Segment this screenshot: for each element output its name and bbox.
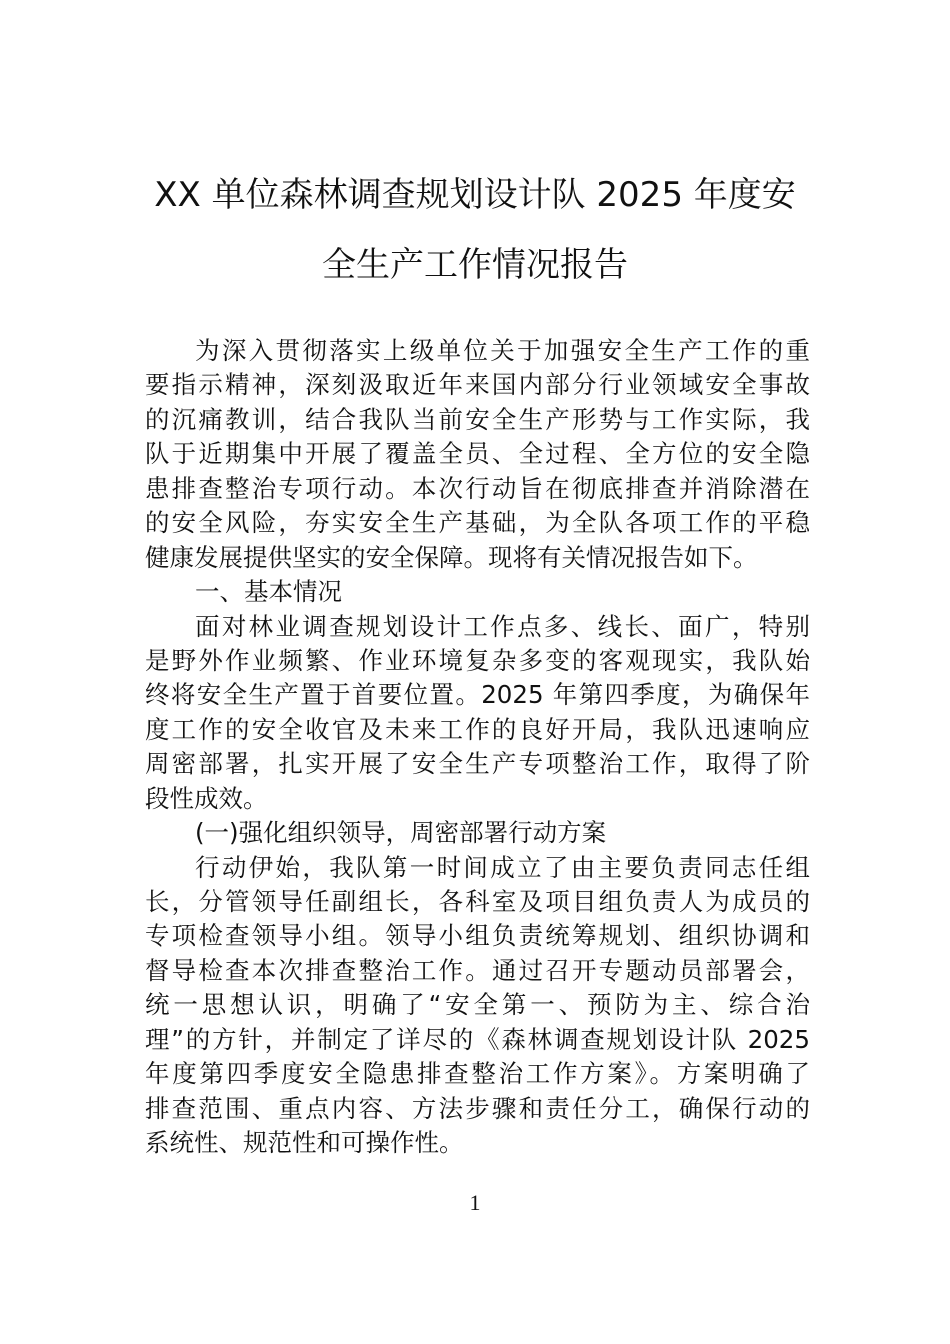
text-line: 队于近期集中开展了覆盖全员、全过程、全方位的安全隐 bbox=[145, 439, 810, 469]
text-line: 专项检查领导小组。领导小组负责统筹规划、组织协调和 bbox=[145, 921, 810, 951]
text-line: 行动伊始，我队第一时间成立了由主要负责同志任组 bbox=[195, 852, 810, 882]
text-line: 统一思想认识，明确了“安全第一、预防为主、综合治 bbox=[145, 990, 810, 1020]
text-line: 终将安全生产置于首要位置。2025 年第四季度，为确保年 bbox=[145, 680, 810, 710]
text-line: 督导检查本次排查整治工作。通过召开专题动员部署会， bbox=[145, 955, 810, 985]
text-line: 为深入贯彻落实上级单位关于加强安全生产工作的重 bbox=[195, 336, 810, 365]
text-line: 健康发展提供坚实的安全保障。现将有关情况报告如下。 bbox=[145, 542, 758, 572]
paragraph-organization-leadership bbox=[145, 851, 810, 1161]
text-line: 理”的方针，并制定了详尽的《森林调查规划设计队 2025 bbox=[145, 1024, 810, 1054]
document-title-line-1: XX 单位森林调查规划设计队 2025 年度安 bbox=[154, 175, 796, 215]
text-line: 排查范围、重点内容、方法步骤和责任分工，确保行动的 bbox=[145, 1093, 810, 1123]
text-line: 长，分管领导任副组长，各科室及项目组负责人为成员的 bbox=[145, 887, 810, 916]
text-line: 段性成效。 bbox=[145, 783, 268, 813]
document-body bbox=[145, 334, 810, 1161]
subsection-heading: (一)强化组织领导，周密部署行动方案 bbox=[195, 818, 607, 848]
text-line: 患排查整治专项行动。本次行动旨在彻底排查并消除潜在 bbox=[145, 473, 810, 503]
text-line: 面对林业调查规划设计工作点多、线长、面广，特别 bbox=[195, 611, 810, 641]
text-line: 的安全风险，夯实安全生产基础，为全队各项工作的平稳 bbox=[145, 508, 810, 538]
document-title-line-2: 全生产工作情况报告 bbox=[322, 245, 628, 285]
text-line: 系统性、规范性和可操作性。 bbox=[145, 1128, 464, 1158]
text-line: 周密部署，扎实开展了安全生产专项整治工作，取得了阶 bbox=[145, 749, 810, 779]
section-heading: 一、基本情况 bbox=[195, 577, 342, 607]
paragraph-basic-situation bbox=[145, 610, 810, 817]
text-line: 的沉痛教训，结合我队当前安全生产形势与工作实际，我 bbox=[145, 404, 810, 434]
paragraph-introduction bbox=[145, 334, 810, 575]
text-line: 度工作的安全收官及未来工作的良好开局，我队迅速响应 bbox=[145, 714, 810, 744]
text-line: 要指示精神，深刻汲取近年来国内部分行业领域安全事故 bbox=[145, 370, 810, 400]
text-line: 年度第四季度安全隐患排查整治工作方案》。方案明确了 bbox=[145, 1059, 810, 1089]
page-number: 1 bbox=[469, 1190, 481, 1215]
text-line: 是野外作业频繁、作业环境复杂多变的客观现实，我队始 bbox=[145, 645, 810, 675]
